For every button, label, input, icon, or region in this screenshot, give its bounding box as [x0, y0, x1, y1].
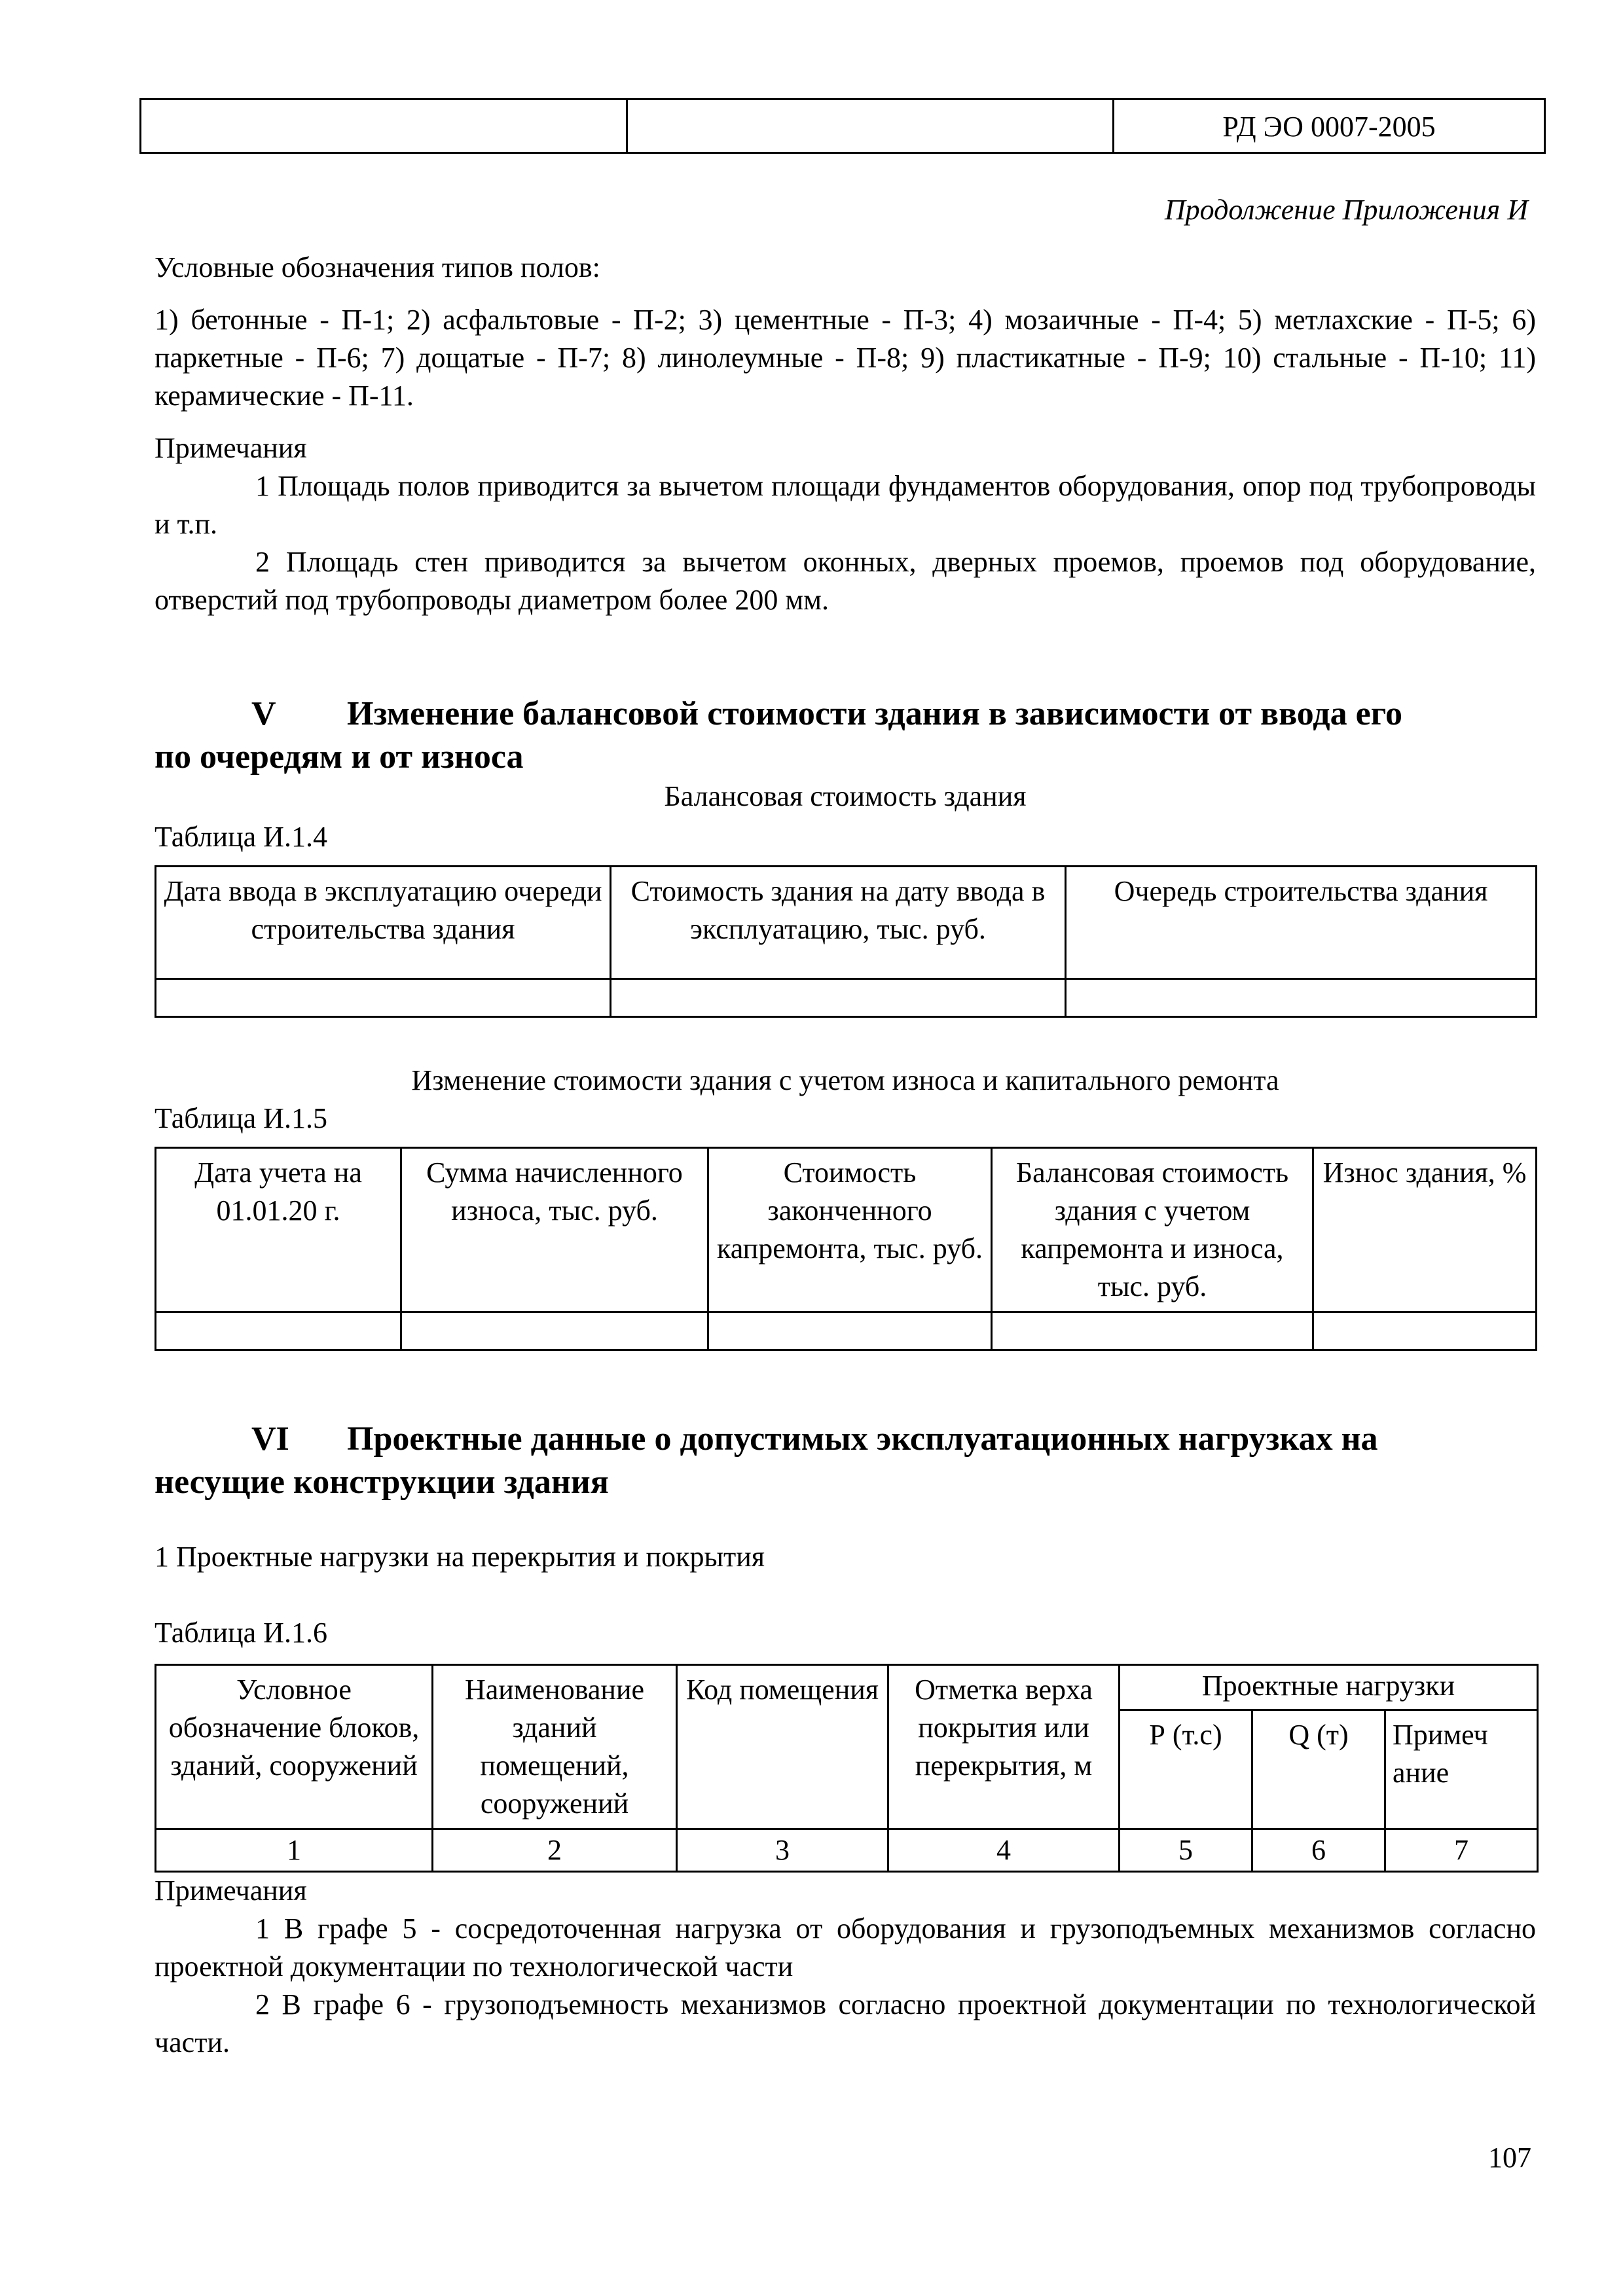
table6-header-loads: Проектные нагрузки	[1120, 1665, 1538, 1710]
table4-cell	[156, 979, 611, 1017]
table6-col-number: 2	[433, 1829, 677, 1872]
table5-label: Таблица И.1.5	[155, 1102, 327, 1134]
table4-header-date: Дата ввода в эксплуатацию очереди строительства здания	[156, 867, 611, 979]
continuation-note: Продолжение Приложения И	[1164, 194, 1528, 226]
table5-header-date: Дата учета на 01.01.20 г.	[156, 1148, 401, 1312]
table6-col-number: 6	[1252, 1829, 1385, 1872]
notes1-item-2: 2 Площадь стен приводится за вычетом оконных, дверных проемов, проемов под оборудование, отверстий под трубопроводы диаметром более 200 мм.	[155, 546, 1536, 616]
section5-title-line2: по очередям и от износа	[155, 738, 524, 776]
notes2-item-1: 1 В графе 5 - сосредоточенная нагрузка от оборудования и грузоподъемных механизмов согласно проектной документации по технологической части	[155, 1912, 1536, 1982]
table6-col-number: 4	[888, 1829, 1120, 1872]
table4	[155, 865, 1537, 1018]
table5-cell	[1313, 1312, 1537, 1350]
section5-title-line1: Изменение балансовой стоимости здания в зависимости от ввода его	[347, 695, 1402, 732]
table5-caption: Изменение стоимости здания с учетом износа и капитального ремонта	[411, 1064, 1279, 1096]
table6-subheader-q: Q (т)	[1252, 1710, 1385, 1829]
table6-header-mark: Отметка верха покрытия или перекрытия, м	[888, 1665, 1120, 1829]
table5	[155, 1147, 1537, 1351]
header-code: РД ЭО 0007-2005	[1114, 99, 1545, 153]
subsection1-title: 1 Проектные нагрузки на перекрытия и покрытия	[155, 1541, 765, 1573]
table6-col-number: 5	[1120, 1829, 1252, 1872]
notes2-title: Примечания	[155, 1874, 307, 1907]
section6-number: VI	[251, 1420, 289, 1458]
table4-header-cost: Стоимость здания на дату ввода в эксплуатацию, тыс. руб.	[611, 867, 1066, 979]
floors-title: Условные обозначения типов полов:	[155, 251, 600, 283]
section5-number: V	[251, 695, 276, 732]
table4-header-stage: Очередь строительства здания	[1066, 867, 1537, 979]
table5-cell	[401, 1312, 708, 1350]
table5-cell	[156, 1312, 401, 1350]
notes2-item-2: 2 В графе 6 - грузоподъемность механизмов согласно проектной документации по технологической части.	[155, 1988, 1536, 2058]
table6	[155, 1664, 1539, 1873]
table6-col-number: 1	[156, 1829, 433, 1872]
table4-caption: Балансовая стоимость здания	[664, 780, 1027, 812]
table5-header-balance: Балансовая стоимость здания с учетом капремонта и износа, тыс. руб.	[992, 1148, 1313, 1312]
table5-header-wear: Износ здания, %	[1313, 1148, 1537, 1312]
table6-header-name: Наименование зданий помещений, сооружений	[433, 1665, 677, 1829]
table6-col-number: 7	[1385, 1829, 1538, 1872]
table6-subheader-p: Р (т.с)	[1120, 1710, 1252, 1829]
section6-title-line2: несущие конструкции здания	[155, 1463, 609, 1501]
table6-col-number: 3	[677, 1829, 888, 1872]
notes1-item-1: 1 Площадь полов приводится за вычетом площади фундаментов оборудования, опор под трубопроводы и т.п.	[155, 470, 1536, 540]
header-table	[139, 98, 1546, 154]
table4-cell	[1066, 979, 1537, 1017]
table4-cell	[611, 979, 1066, 1017]
table6-header-code: Код помещения	[677, 1665, 888, 1829]
table5-header-repair: Стоимость законченного капремонта, тыс. руб.	[708, 1148, 992, 1312]
table5-header-depreciation: Сумма начисленного износа, тыс. руб.	[401, 1148, 708, 1312]
page-number: 107	[1488, 2142, 1531, 2174]
header-cell-empty-2	[627, 99, 1114, 153]
table6-label: Таблица И.1.6	[155, 1617, 327, 1649]
notes1-title: Примечания	[155, 432, 307, 464]
table5-cell	[992, 1312, 1313, 1350]
table5-cell	[708, 1312, 992, 1350]
table6-header-block: Условное обозначение блоков, зданий, сооружений	[156, 1665, 433, 1829]
table6-subheader-note: Примеч ание	[1385, 1710, 1538, 1829]
floors-list: 1) бетонные - П-1; 2) асфальтовые - П-2; 3) цементные - П-3; 4) мозаичные - П-4; 5) метлахские - П-5; 6) паркетные - П-6; 7) дощатые - П-7; 8) линолеумные - П-8; 9) пластикатные - П-9; 10) стальные - П-10; 11) керамические - П-11.	[155, 304, 1536, 412]
table4-label: Таблица И.1.4	[155, 821, 327, 853]
header-cell-empty-1	[141, 99, 627, 153]
section6-title-line1: Проектные данные о допустимых эксплуатационных нагрузках на	[347, 1420, 1378, 1458]
